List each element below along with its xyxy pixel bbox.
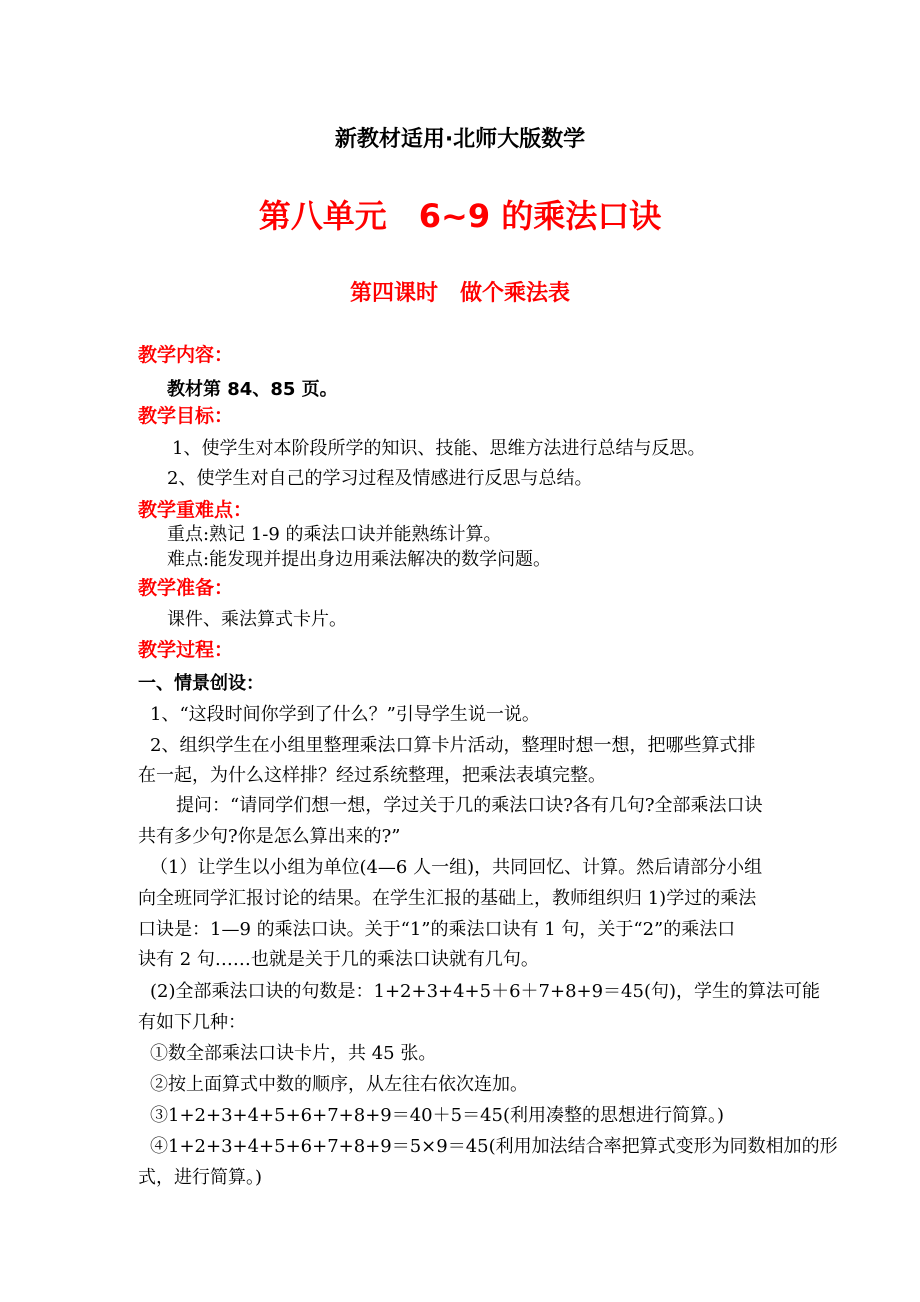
- body-line: (2)全部乘法口诀的句数是：1+2+3+4+5＋6＋7+8+9＝45(句)，学生的算法可能: [150, 981, 821, 1002]
- body-line: 口诀是：1—9 的乘法口诀。关于“1”的乘法口诀有 1 句，关于“2”的乘法口: [138, 919, 736, 940]
- body-line: 提问：“请同学们想一想，学过关于几的乘法口诀?各有几句?全部乘法口诀: [176, 795, 763, 816]
- body-line: 共有多少句?你是怎么算出来的?”: [138, 826, 401, 847]
- body-line: ③1+2+3+4+5+6+7+8+9＝40＋5＝45(利用凑整的思想进行简算。): [150, 1105, 725, 1126]
- body-line: ④1+2+3+4+5+6+7+8+9＝5×9＝45(利用加法结合率把算式变形为同数相加的形: [150, 1136, 838, 1157]
- lesson-title: 第四课时 做个乘法表: [349, 281, 570, 306]
- body-line: 有如下几种：: [138, 1012, 246, 1033]
- goal-item: 1、使学生对本阶段所学的知识、技能、思维方法进行总结与反思。: [172, 438, 706, 459]
- prep-text: 课件、乘法算式卡片。: [167, 609, 347, 630]
- unit-title: 第八单元 6~9 的乘法口诀: [258, 197, 662, 235]
- process-heading: 教学过程：: [138, 639, 234, 661]
- content-heading: 教学内容：: [138, 344, 234, 366]
- goals-heading: 教学目标：: [138, 405, 234, 427]
- key-heading: 教学重难点：: [138, 499, 253, 521]
- body-line: ②按上面算式中数的顺序，从左往右依次连加。: [150, 1074, 528, 1095]
- body-line: 向全班同学汇报讨论的结果。在学生汇报的基础上，教师组织归 1)学过的乘法: [138, 888, 757, 909]
- subject-title: 新教材适用·北师大版数学: [334, 127, 586, 152]
- body-line: 在一起，为什么这样排？经过系统整理，把乘法表填完整。: [138, 765, 606, 786]
- body-line: 诀有 2 句……也就是关于几的乘法口诀就有几句。: [138, 949, 539, 970]
- goal-item: 2、使学生对自己的学习过程及情感进行反思与总结。: [167, 468, 593, 489]
- body-line: 2、组织学生在小组里整理乘法口算卡片活动，整理时想一想，把哪些算式排: [150, 735, 756, 756]
- body-line: （1）让学生以小组为单位(4—6 人一组)，共同回忆、计算。然后请部分小组: [150, 857, 763, 878]
- content-text: 教材第 84、85 页。: [167, 379, 338, 400]
- key-point: 重点:熟记 1-9 的乘法口诀并能熟练计算。: [167, 524, 502, 545]
- key-point: 难点:能发现并提出身边用乘法解决的数学问题。: [167, 549, 552, 570]
- prep-heading: 教学准备：: [138, 577, 234, 599]
- body-line: 式，进行简算。): [138, 1167, 263, 1188]
- body-line: 1、“这段时间你学到了什么？”引导学生说一说。: [150, 704, 540, 725]
- step1-heading: 一、情景创设：: [138, 673, 264, 694]
- body-line: ①数全部乘法口诀卡片，共 45 张。: [150, 1043, 437, 1064]
